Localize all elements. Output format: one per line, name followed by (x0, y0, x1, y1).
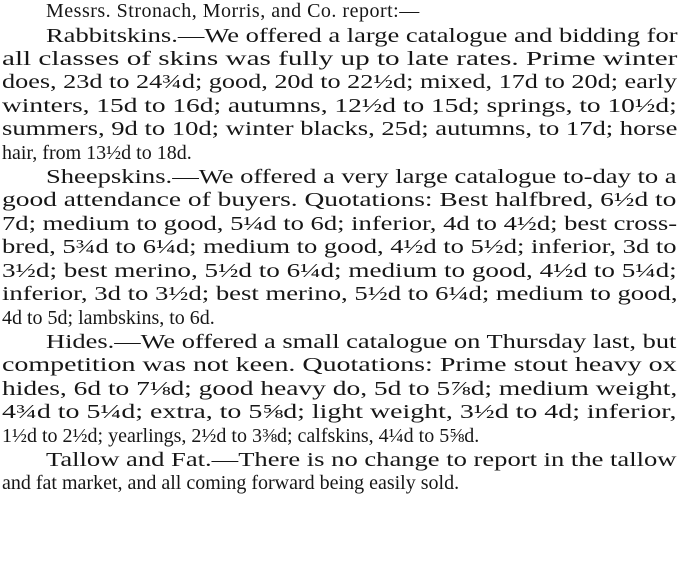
rabbitskins-line-4: winters, 15d to 16d; autumns, 12½d to 15d; springs, to 10½d; (2, 95, 677, 117)
tallow-line-1: Tallow and Fat.—There is no change to report in the tallow (46, 449, 677, 471)
rabbitskins-line-5: summers, 9d to 10d; winter blacks, 25d; autumns, to 17d; horse (2, 118, 678, 140)
rabbitskins-line-2: all classes of skins was fully up to late rates. Prime winter (2, 48, 678, 70)
sheepskins-line-6: inferior, 3d to 3½d; best merino, 5½d to 6¼d; medium to good, (2, 283, 678, 305)
hides-line-4: 4¾d to 5¼d; extra, to 5⅝d; light weight, 3½d to 4d; inferior, (2, 401, 677, 423)
hides-line-5: 1½d to 2½d; yearlings, 2½d to 3⅜d; calfskins, 4¼d to 5⅝d. (2, 425, 480, 447)
tallow-line-2: and fat market, and all coming forward being easily sold. (2, 472, 460, 494)
sheepskins-line-2: good attendance of buyers. Quotations: Best halfbred, 6½d to (2, 189, 677, 211)
hides-line-1: Hides.—We offered a small catalogue on Thursday last, but (46, 331, 677, 353)
sheepskins-line-4: bred, 5¾d to 6¼d; medium to good, 4½d to 5½d; inferior, 3d to (2, 236, 677, 258)
sheepskins-line-1: Sheepskins.—We offered a very large catalogue to-day to a (46, 166, 677, 188)
sheepskins-line-5: 3½d; best merino, 5½d to 6¼d; medium to good, 4½d to 5¼d; (2, 260, 677, 282)
sheepskins-line-7: 4d to 5d; lambskins, to 6d. (2, 307, 215, 329)
report-heading: Messrs. Stronach, Morris, and Co. report:— (46, 0, 420, 22)
rabbitskins-line-3: does, 23d to 24¾d; good, 20d to 22½d; mixed, 17d to 20d; early (2, 71, 677, 93)
hides-line-3: hides, 6d to 7⅛d; good heavy do, 5d to 5⅞d; medium weight, (2, 378, 678, 400)
sheepskins-line-3: 7d; medium to good, 5¼d to 6d; inferior, 4d to 4½d; best cross- (2, 213, 678, 235)
hides-line-2: competition was not keen. Quotations: Prime stout heavy ox (2, 354, 677, 376)
rabbitskins-line-1: Rabbitskins.—We offered a large catalogue and bidding for (46, 25, 678, 47)
rabbitskins-line-6: hair, from 13½d to 18d. (2, 142, 192, 164)
